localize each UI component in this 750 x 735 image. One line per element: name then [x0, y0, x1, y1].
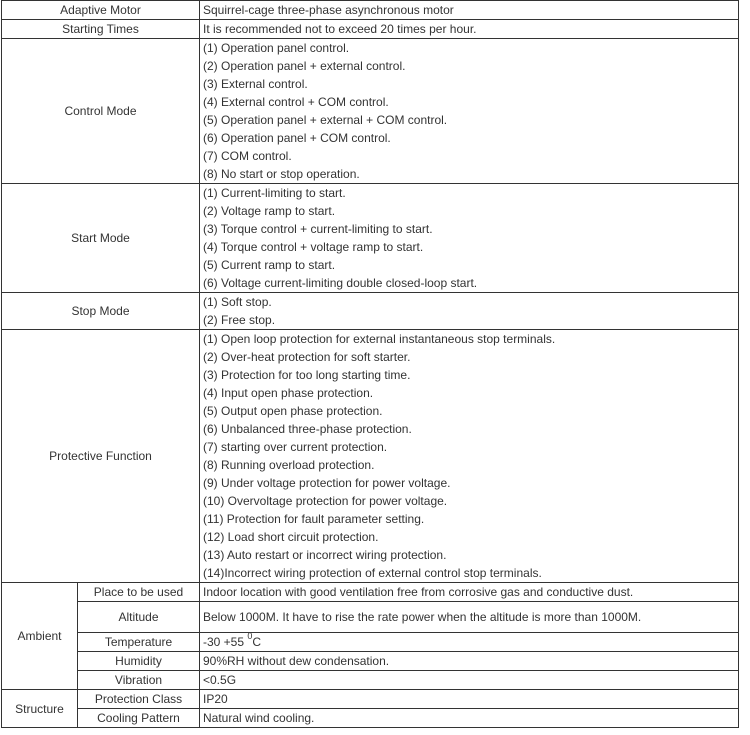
protective-function-label: Protective Function: [2, 330, 200, 583]
control-mode-item: (2) Operation panel + external control.: [203, 59, 406, 73]
control-mode-item: (5) Operation panel + external + COM control.: [203, 113, 448, 127]
stop-mode-label: Stop Mode: [2, 293, 200, 330]
start-mode-item: (1) Current-limiting to start.: [203, 186, 346, 200]
protection-class-label: Protection Class: [78, 690, 200, 709]
protective-function-item: (12) Load short circuit protection.: [203, 530, 379, 544]
cooling-pattern-label: Cooling Pattern: [78, 709, 200, 728]
start-mode-list: [200, 184, 739, 293]
vibration-value: <0.5G: [200, 671, 739, 690]
cooling-pattern-value: Natural wind cooling.: [200, 709, 739, 728]
row-protective-function: [2, 330, 739, 583]
control-mode-label: Control Mode: [2, 39, 200, 184]
protective-function-item: (4) Input open phase protection.: [203, 386, 374, 400]
temperature-value: [200, 633, 739, 652]
degree-superscript: 0: [247, 632, 253, 641]
row-ambient-altitude: [2, 602, 739, 633]
row-structure-cooling: [2, 709, 739, 728]
stop-mode-item: (1) Soft stop.: [203, 295, 272, 309]
control-mode-item: (6) Operation panel + COM control.: [203, 131, 391, 145]
protective-function-item: (6) Unbalanced three-phase protection.: [203, 422, 412, 436]
temperature-range: -30 +55: [203, 635, 248, 649]
specification-table: [1, 0, 739, 728]
structure-label: Structure: [2, 690, 78, 728]
row-structure-protection: [2, 690, 739, 709]
control-mode-list: [200, 39, 739, 184]
protective-function-list: [200, 330, 739, 583]
altitude-label: Altitude: [78, 602, 200, 633]
row-ambient-temperature: [2, 633, 739, 652]
start-mode-item: (2) Voltage ramp to start.: [203, 204, 336, 218]
spec-table-wrapper: [1, 0, 739, 728]
protective-function-item: (14)Incorrect wiring protection of external control stop terminals.: [203, 566, 542, 580]
protective-function-item: (11) Protection for fault parameter setting.: [203, 512, 425, 526]
row-starting-times: [2, 20, 739, 39]
protection-class-value: IP20: [200, 690, 739, 709]
temperature-unit: C: [252, 635, 262, 649]
start-mode-item: (6) Voltage current-limiting double closed-loop start.: [203, 276, 478, 290]
ambient-label: Ambient: [2, 583, 78, 690]
row-stop-mode: [2, 293, 739, 330]
protective-function-item: (8) Running overload protection.: [203, 458, 375, 472]
start-mode-item: (3) Torque control + current-limiting to start.: [203, 222, 433, 236]
temperature-label: Temperature: [78, 633, 200, 652]
protective-function-item: (5) Output open phase protection.: [203, 404, 383, 418]
humidity-label: Humidity: [78, 652, 200, 671]
row-ambient-humidity: [2, 652, 739, 671]
altitude-value: Below 1000M. It have to rise the rate power when the altitude is more than 1000M.: [200, 602, 739, 633]
protective-function-item: (10) Overvoltage protection for power voltage.: [203, 494, 448, 508]
control-mode-item: (7) COM control.: [203, 149, 292, 163]
control-mode-item: (1) Operation panel control.: [203, 41, 350, 55]
starting-times-label: Starting Times: [2, 20, 200, 39]
starting-times-value: It is recommended not to exceed 20 times per hour.: [200, 20, 739, 39]
stop-mode-list: [200, 293, 739, 330]
vibration-label: Vibration: [78, 671, 200, 690]
stop-mode-item: (2) Free stop.: [203, 313, 276, 327]
protective-function-item: (7) starting over current protection.: [203, 440, 388, 454]
protective-function-item: (1) Open loop protection for external instantaneous stop terminals.: [203, 332, 556, 346]
start-mode-label: Start Mode: [2, 184, 200, 293]
start-mode-item: (5) Current ramp to start.: [203, 258, 336, 272]
control-mode-item: (8) No start or stop operation.: [203, 167, 360, 181]
row-start-mode: [2, 184, 739, 293]
place-label: Place to be used: [78, 583, 200, 602]
humidity-value: 90%RH without dew condensation.: [200, 652, 739, 671]
row-ambient-vibration: [2, 671, 739, 690]
protective-function-item: (2) Over-heat protection for soft starter.: [203, 350, 411, 364]
control-mode-item: (3) External control.: [203, 77, 308, 91]
row-ambient-place: [2, 583, 739, 602]
adaptive-motor-value: Squirrel-cage three-phase asynchronous motor: [200, 1, 739, 20]
protective-function-item: (13) Auto restart or incorrect wiring protection.: [203, 548, 447, 562]
row-control-mode: [2, 39, 739, 184]
protective-function-item: (9) Under voltage protection for power voltage.: [203, 476, 451, 490]
start-mode-item: (4) Torque control + voltage ramp to start.: [203, 240, 424, 254]
control-mode-item: (4) External control + COM control.: [203, 95, 389, 109]
protective-function-item: (3) Protection for too long starting time.: [203, 368, 411, 382]
adaptive-motor-label: Adaptive Motor: [2, 1, 200, 20]
place-value: Indoor location with good ventilation free from corrosive gas and conductive dust.: [200, 583, 739, 602]
row-adaptive-motor: [2, 1, 739, 20]
